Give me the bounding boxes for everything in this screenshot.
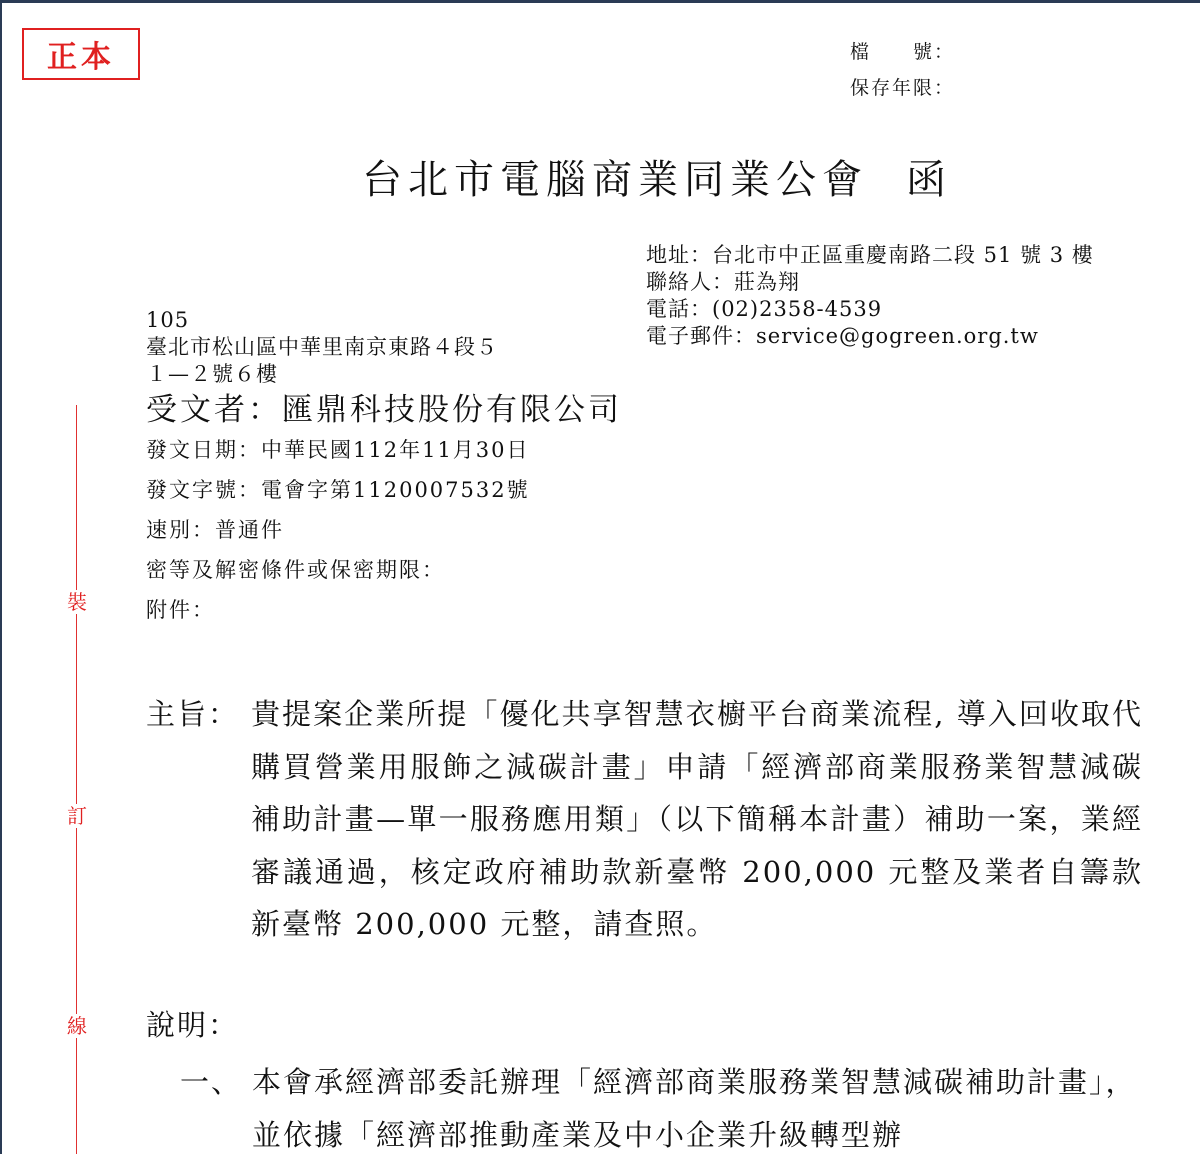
- binding-line: [76, 405, 77, 1154]
- item-number: 一、: [180, 1065, 243, 1099]
- postal-code: 105: [146, 308, 190, 332]
- recipient-address-line1: 臺北市松山區中華里南京東路４段５: [146, 335, 498, 359]
- issue-date: 發文日期：中華民國112年11月30日: [146, 438, 530, 462]
- retention-period-label: 保存年限：: [850, 77, 956, 99]
- recipient-address-line2: １—２號６樓: [146, 362, 278, 386]
- receiver-line: 受文者：匯鼎科技股份有限公司: [146, 392, 622, 428]
- subject-text: 貴提案企業所提「優化共享智慧衣櫥平台商業流程, 導入回收取代購買營業用服飾之減碳計畫」申請「經濟部商業服務業智慧減碳補助計畫—單一服務應用類」（以下簡稱本計畫）補助一案，業經審議通過，核定政府補助款新臺幣 200,000 元整及業者自籌款新臺幣 200,000 元整，請查照。: [251, 697, 1143, 941]
- document-title: [362, 148, 952, 205]
- contact-person: 聯絡人：莊為翔: [646, 270, 800, 294]
- attachments: 附件：: [146, 598, 215, 622]
- file-meta: [850, 34, 955, 106]
- sender-address: 地址：台北市中正區重慶南路二段 51 號 3 樓: [646, 243, 1094, 267]
- item-text: 本會承經濟部委託辦理「經濟部商業服務業智慧減碳補助計畫」，並依據「經濟部推動產業及中小企業升級轉型辦: [252, 1065, 1137, 1152]
- explanation-label: 說明：: [146, 1008, 240, 1042]
- recipient-address-block: [146, 307, 498, 388]
- sender-contact-block: [646, 242, 1094, 350]
- document-number: 發文字號：電會字第1120007532號: [146, 478, 530, 502]
- binding-mark-line: 線: [67, 1014, 87, 1038]
- original-copy-stamp: [22, 28, 140, 80]
- organization-name: 台北市電腦商業同業公會: [362, 157, 868, 203]
- secrecy-level: 密等及解密條件或保密期限：: [146, 558, 445, 582]
- binding-mark-staple: 訂: [67, 804, 87, 828]
- document-type: 函: [906, 157, 952, 203]
- file-number-label: 檔 號：: [850, 41, 956, 63]
- binding-mark-bind: 裝: [67, 590, 87, 614]
- delivery-speed: 速別：普通件: [146, 518, 284, 542]
- contact-phone: 電話：(02)2358-4539: [646, 297, 883, 321]
- document-fields: [146, 430, 530, 630]
- contact-email: 電子郵件：service@gogreen.org.tw: [646, 324, 1039, 348]
- subject-label: 主旨：: [146, 697, 240, 731]
- stamp-text: 正本: [47, 40, 115, 75]
- page-border-left: [0, 0, 2, 1154]
- page-border-top: [0, 0, 1200, 3]
